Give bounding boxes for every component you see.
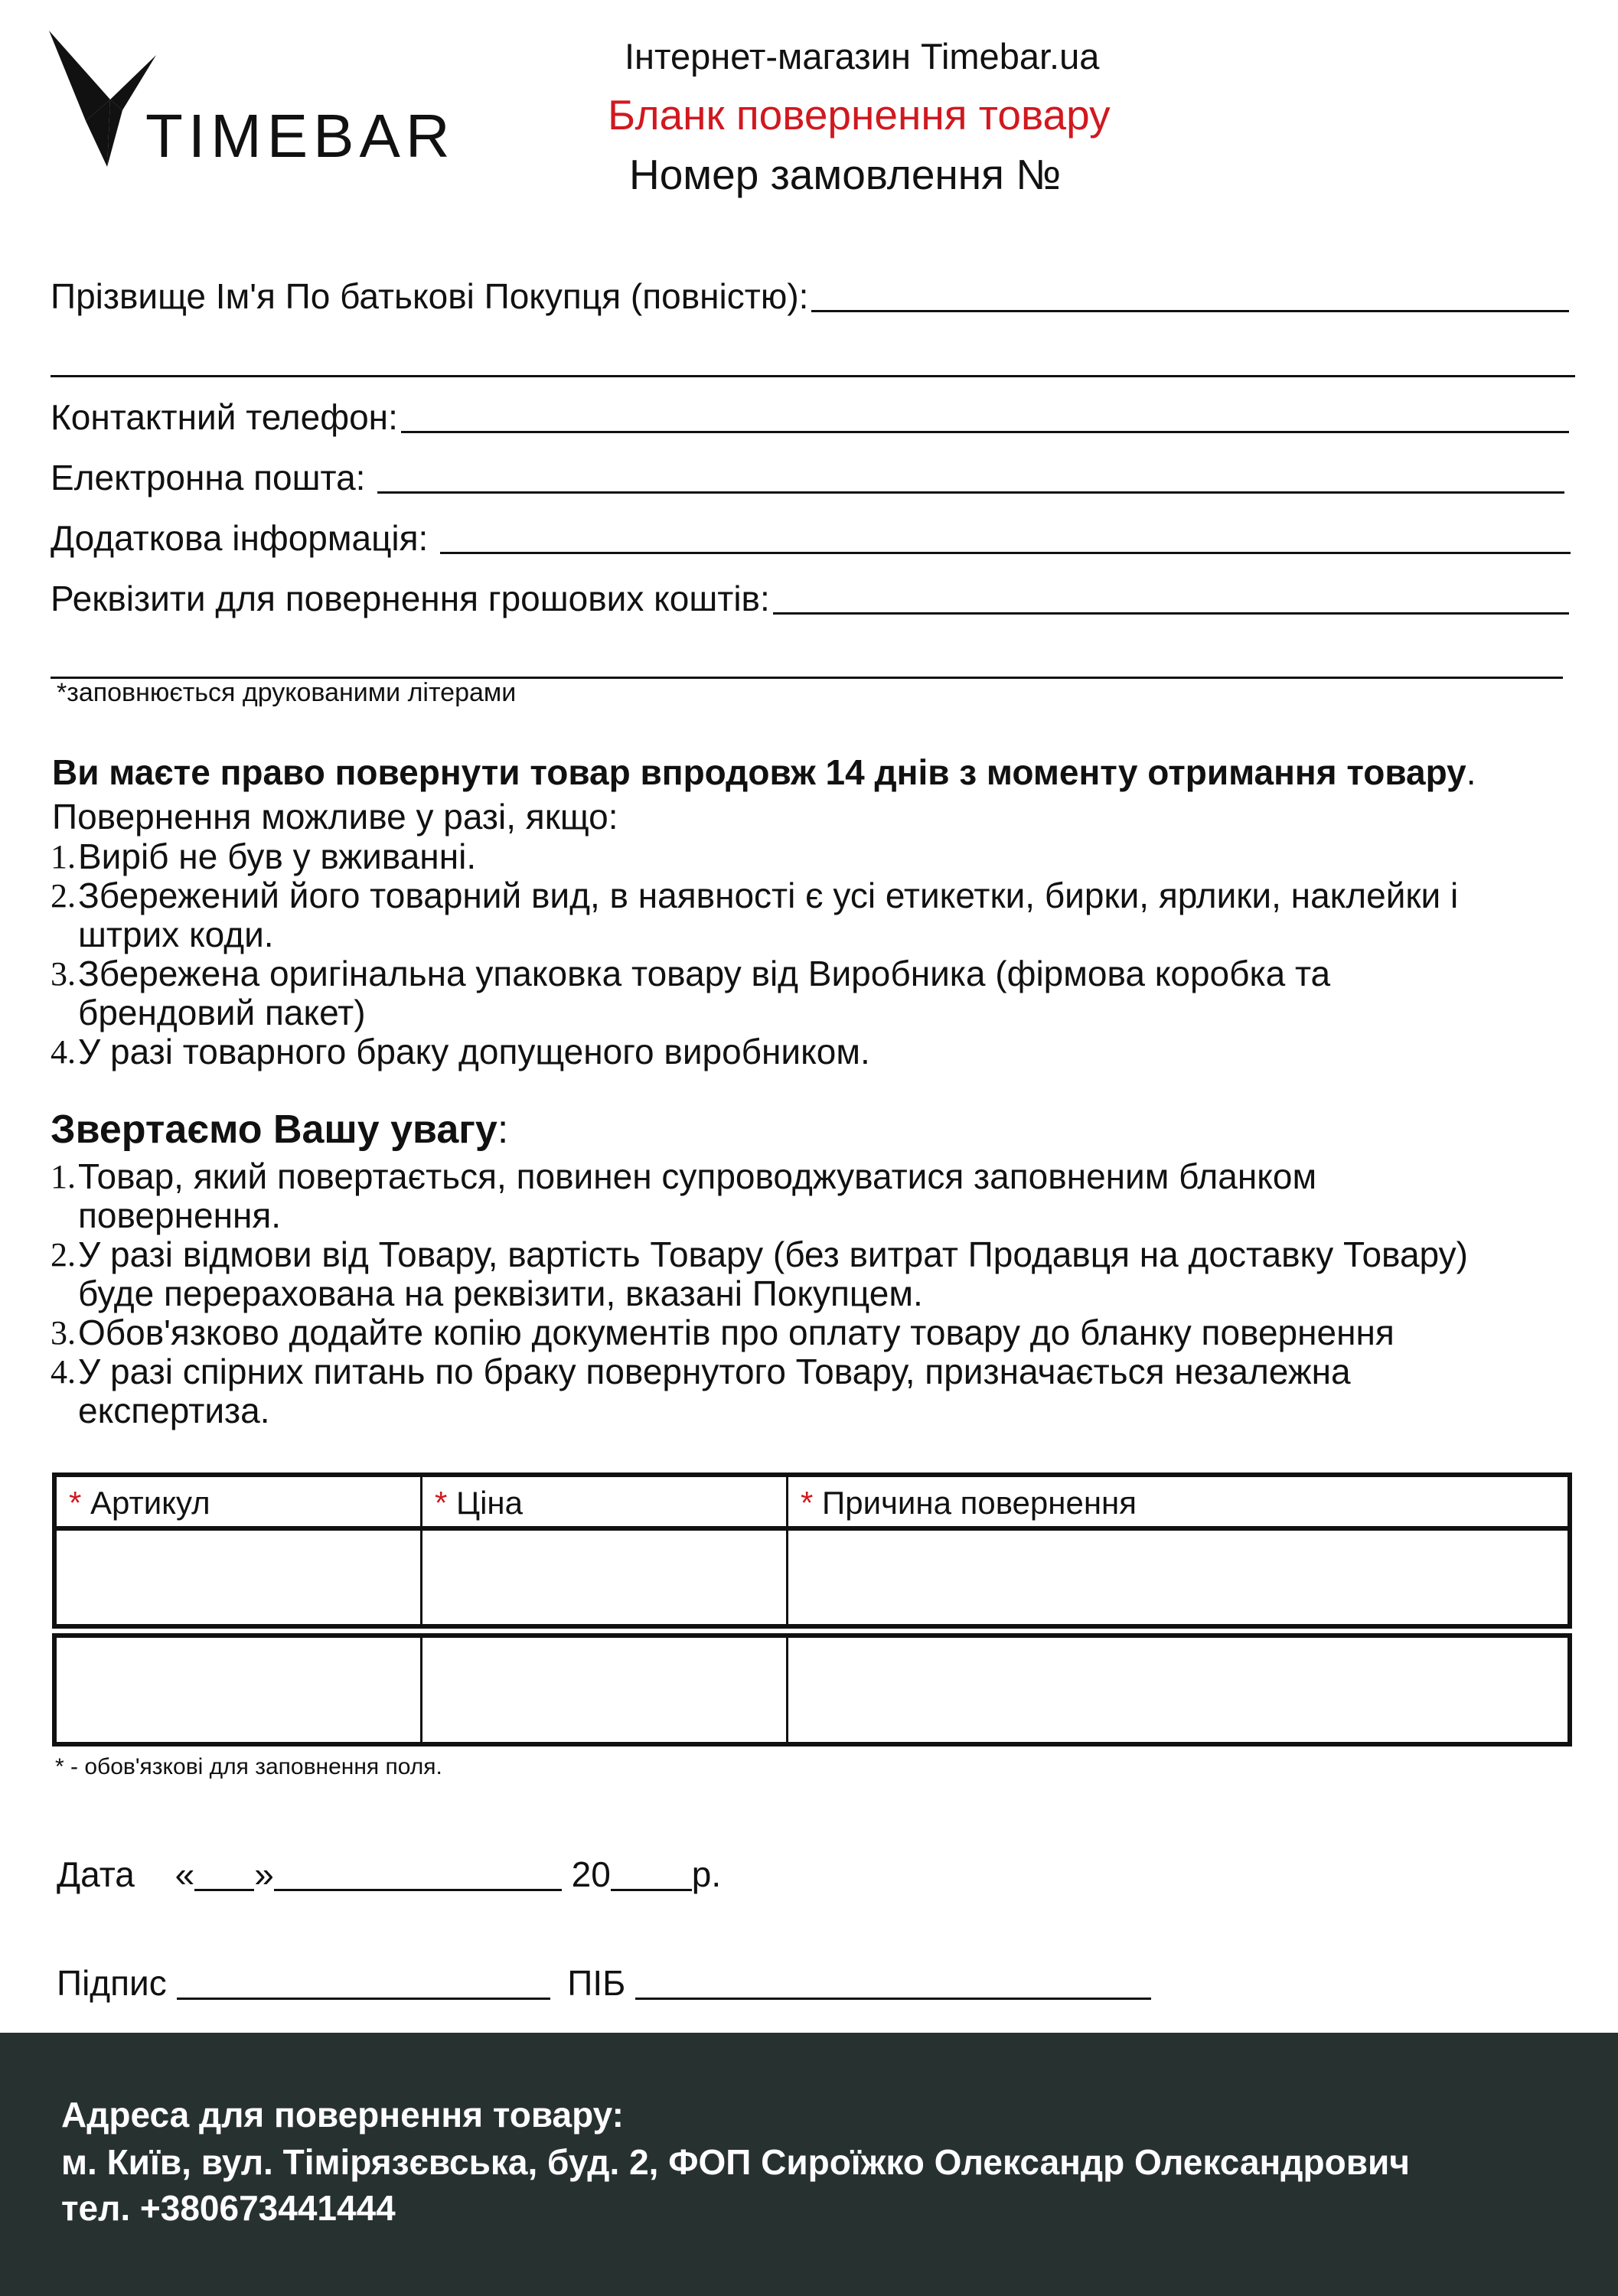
full-name-short-label: ПІБ (567, 1963, 626, 2003)
page-title: Бланк повернення товару (608, 91, 1111, 139)
phone-field[interactable] (51, 396, 1569, 438)
footer-address-title: Адреса для повернення товару: (61, 2095, 624, 2135)
signature-field[interactable] (57, 1962, 1151, 2004)
list-item-text: Виріб не був у вживанні. (78, 837, 477, 876)
list-item-number: 2. (51, 877, 76, 915)
full-name-field[interactable] (51, 276, 1569, 317)
attention-list (51, 1157, 1581, 1430)
phone-line[interactable] (401, 431, 1569, 433)
return-conditions-list (51, 837, 1581, 1071)
year-suffix: р. (691, 1854, 722, 1894)
signature-blank[interactable] (177, 1968, 550, 2000)
date-close-quote: » (254, 1854, 274, 1894)
table-row (52, 1526, 1572, 1629)
footer-address: м. Київ, вул. Тімірязєвська, буд. 2, ФОП Сироїжко Олександр Олександрович (61, 2142, 1410, 2182)
bank-details-field[interactable] (51, 578, 1569, 619)
list-item-number: 1. (51, 1158, 76, 1195)
bank-details-line[interactable] (773, 612, 1569, 615)
list-item (51, 954, 1581, 1032)
list-item (51, 1157, 1581, 1235)
year-prefix: 20 (571, 1854, 611, 1894)
list-item-text: експертиза. (78, 1391, 270, 1430)
header-article-label: Артикул (90, 1485, 210, 1521)
table-header-row (52, 1473, 1572, 1531)
logo-text: TIMEBAR (145, 102, 455, 170)
bank-details-label: Реквізити для повернення грошових коштів: (51, 579, 770, 618)
email-line[interactable] (377, 491, 1564, 494)
list-item-text: брендовий пакет) (78, 993, 366, 1032)
footer-phone: тел. +380673441444 (61, 2188, 396, 2228)
list-item (51, 1032, 1581, 1071)
full-name-continuation-line[interactable] (51, 375, 1575, 377)
year-blank[interactable] (611, 1860, 692, 1891)
shop-name: Інтернет-магазин Timebar.ua (625, 36, 1100, 77)
return-items-table (52, 1473, 1572, 1746)
list-item-text: штрих коди. (78, 915, 274, 954)
date-label: Дата (57, 1854, 135, 1894)
attention-colon: : (497, 1107, 509, 1152)
return-address-footer (0, 2033, 1618, 2296)
header-article (57, 1477, 422, 1526)
list-item-text: Збережений його товарний вид, в наявності є усі етикетки, бирки, ярлики, наклейки і (78, 876, 1459, 915)
day-blank[interactable] (194, 1860, 254, 1891)
full-name-line[interactable] (811, 310, 1569, 312)
name-blank[interactable] (635, 1968, 1151, 2000)
list-item-text: Обов'язково додайте копію документів про оплату товару до бланку повернення (78, 1313, 1395, 1352)
header-price-label: Ціна (456, 1485, 523, 1521)
full-name-label: Прізвище Ім'я По батькові Покупця (повністю): (51, 276, 809, 316)
article-cell[interactable] (57, 1638, 422, 1742)
list-item-text: У разі товарного браку допущеного виробником. (78, 1032, 870, 1071)
headline-period: . (1466, 752, 1476, 792)
date-open-quote: « (175, 1854, 195, 1894)
print-note: *заповнюється друкованими літерами (57, 678, 517, 707)
phone-label: Контактний телефон: (51, 397, 398, 437)
list-item-text: Збережена оригінальна упаковка товару від Виробника (фірмова коробка та (78, 954, 1331, 993)
reason-cell[interactable] (788, 1528, 1567, 1624)
list-item-text: У разі спірних питань по браку повернутого Товару, призначається незалежна (78, 1352, 1351, 1391)
list-item-number: 3. (51, 955, 76, 993)
header-price (422, 1477, 788, 1526)
header-reason-label: Причина повернення (822, 1485, 1137, 1521)
list-item-text: повернення. (78, 1195, 282, 1235)
extra-info-field[interactable] (51, 517, 1571, 559)
list-item (51, 1235, 1581, 1313)
return-rights-headline-text: Ви маєте право повернути товар впродовж 14 днів з моменту отримання товару (52, 752, 1466, 792)
month-blank[interactable] (274, 1860, 562, 1891)
required-star: * (801, 1485, 814, 1521)
attention-title: Звертаємо Вашу увагу (51, 1107, 497, 1152)
list-item-text: буде перерахована на реквізити, вказані Покупцем. (78, 1274, 923, 1313)
price-cell[interactable] (422, 1528, 788, 1624)
list-item (51, 837, 1581, 876)
list-item (51, 1352, 1581, 1430)
email-field[interactable] (51, 457, 1564, 498)
table-row (52, 1633, 1572, 1746)
list-item-number: 3. (51, 1314, 76, 1352)
header-reason (788, 1477, 1567, 1526)
list-item (51, 1313, 1581, 1352)
date-field[interactable] (57, 1854, 721, 1895)
list-item-text: У разі відмови від Товару, вартість Товару (без витрат Продавця на доставку Товару) (78, 1234, 1468, 1274)
return-rights-headline (52, 752, 1476, 793)
email-label: Електронна пошта: (51, 458, 366, 497)
extra-info-label: Додаткова інформація: (51, 518, 429, 558)
list-item (51, 876, 1581, 954)
signature-label: Підпис (57, 1963, 167, 2003)
list-item-text: Товар, який повертається, повинен супроводжуватися заповненим бланком (78, 1156, 1317, 1196)
required-star: * (435, 1485, 448, 1521)
list-item-number: 4. (51, 1353, 76, 1391)
return-conditions-intro: Повернення можливе у разі, якщо: (52, 797, 618, 837)
price-cell[interactable] (422, 1638, 788, 1742)
required-fields-note: * - обов'язкові для заповнення поля. (55, 1754, 442, 1779)
list-item-number: 4. (51, 1033, 76, 1071)
list-item-number: 2. (51, 1236, 76, 1274)
required-star: * (69, 1485, 82, 1521)
reason-cell[interactable] (788, 1638, 1567, 1742)
attention-heading (51, 1107, 508, 1153)
extra-info-line[interactable] (440, 552, 1571, 554)
order-number-label: Номер замовлення № (629, 151, 1062, 198)
article-cell[interactable] (57, 1528, 422, 1624)
list-item-number: 1. (51, 838, 76, 876)
